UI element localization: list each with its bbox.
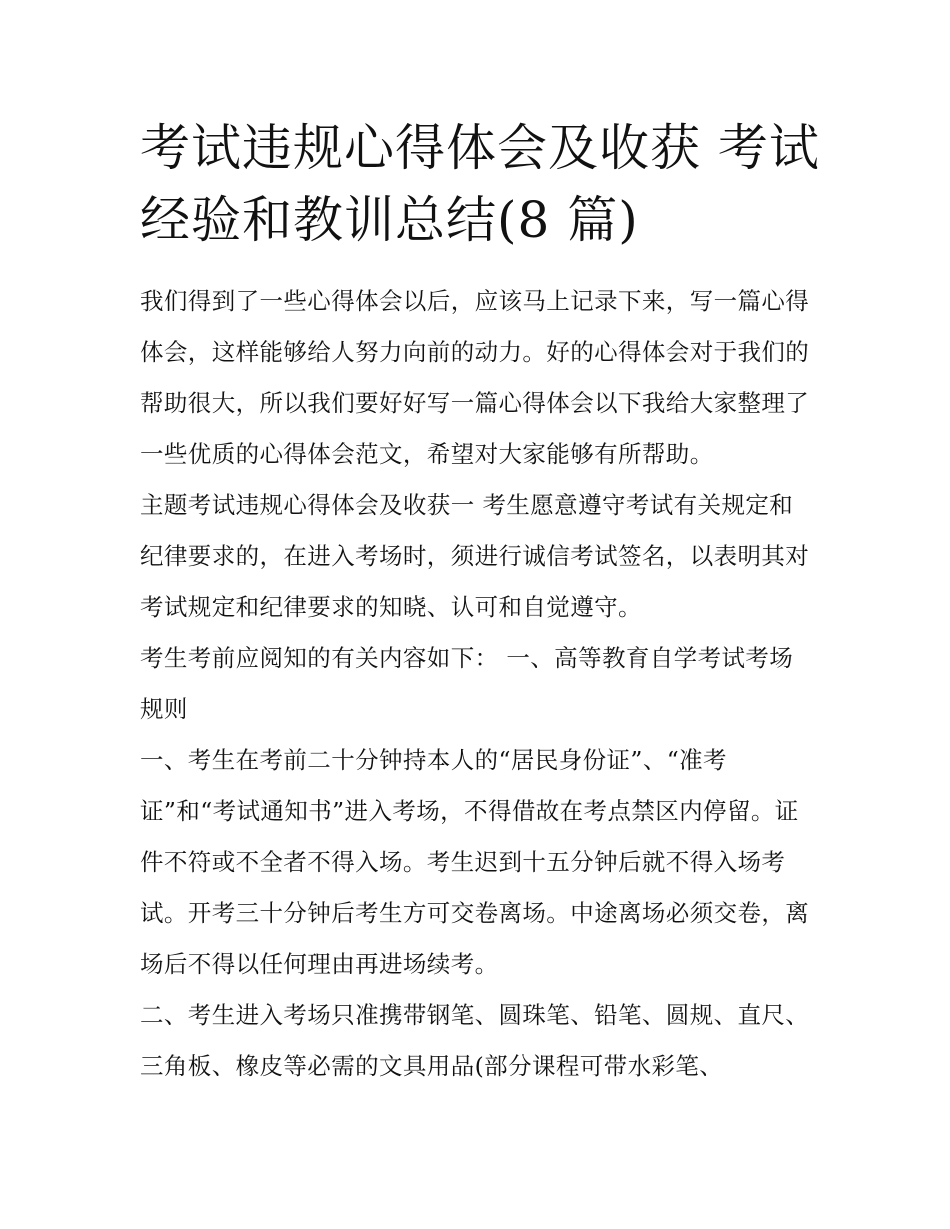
paragraph-notice: 考生考前应阅知的有关内容如下： 一、高等教育自学考试考场规则 xyxy=(140,644,794,723)
paragraph-intro: 我们得到了一些心得体会以后，应该马上记录下来，写一篇心得体会，这样能够给人努力向前的动力。好的心得体会对于我们的帮助很大，所以我们要好好写一篇心得体会以下我给大家整理了一些优质的心得体会范文，希望对大家能够有所帮助。 xyxy=(140,287,810,468)
document-title: 考试违规心得体会及收获 考试经验和教训总结(8 篇) xyxy=(140,119,820,249)
paragraph-rule-1: 一、考生在考前二十分钟持本人的“居民身份证”、“准考证”和“考试通知书”进入考场，不得借故在考点禁区内停留。证件不符或不全者不得入场。考生迟到十五分钟后就不得入场考试。开考三十分钟后考生方可交卷离场。中途离场必须交卷，离场后不得以任何理由再进场续考。 xyxy=(140,746,810,978)
document-body xyxy=(140,276,815,1092)
paragraph-topic: 主题考试违规心得体会及收获一 考生愿意遵守考试有关规定和纪律要求的，在进入考场时，须进行诚信考试签名，以表明其对考试规定和纪律要求的知晓、认可和自觉遵守。 xyxy=(140,491,810,621)
paragraph-rule-2: 二、考生进入考场只准携带钢笔、圆珠笔、铅笔、圆规、直尺、三角板、橡皮等必需的文具用品(部分课程可带水彩笔、 xyxy=(140,1001,810,1080)
